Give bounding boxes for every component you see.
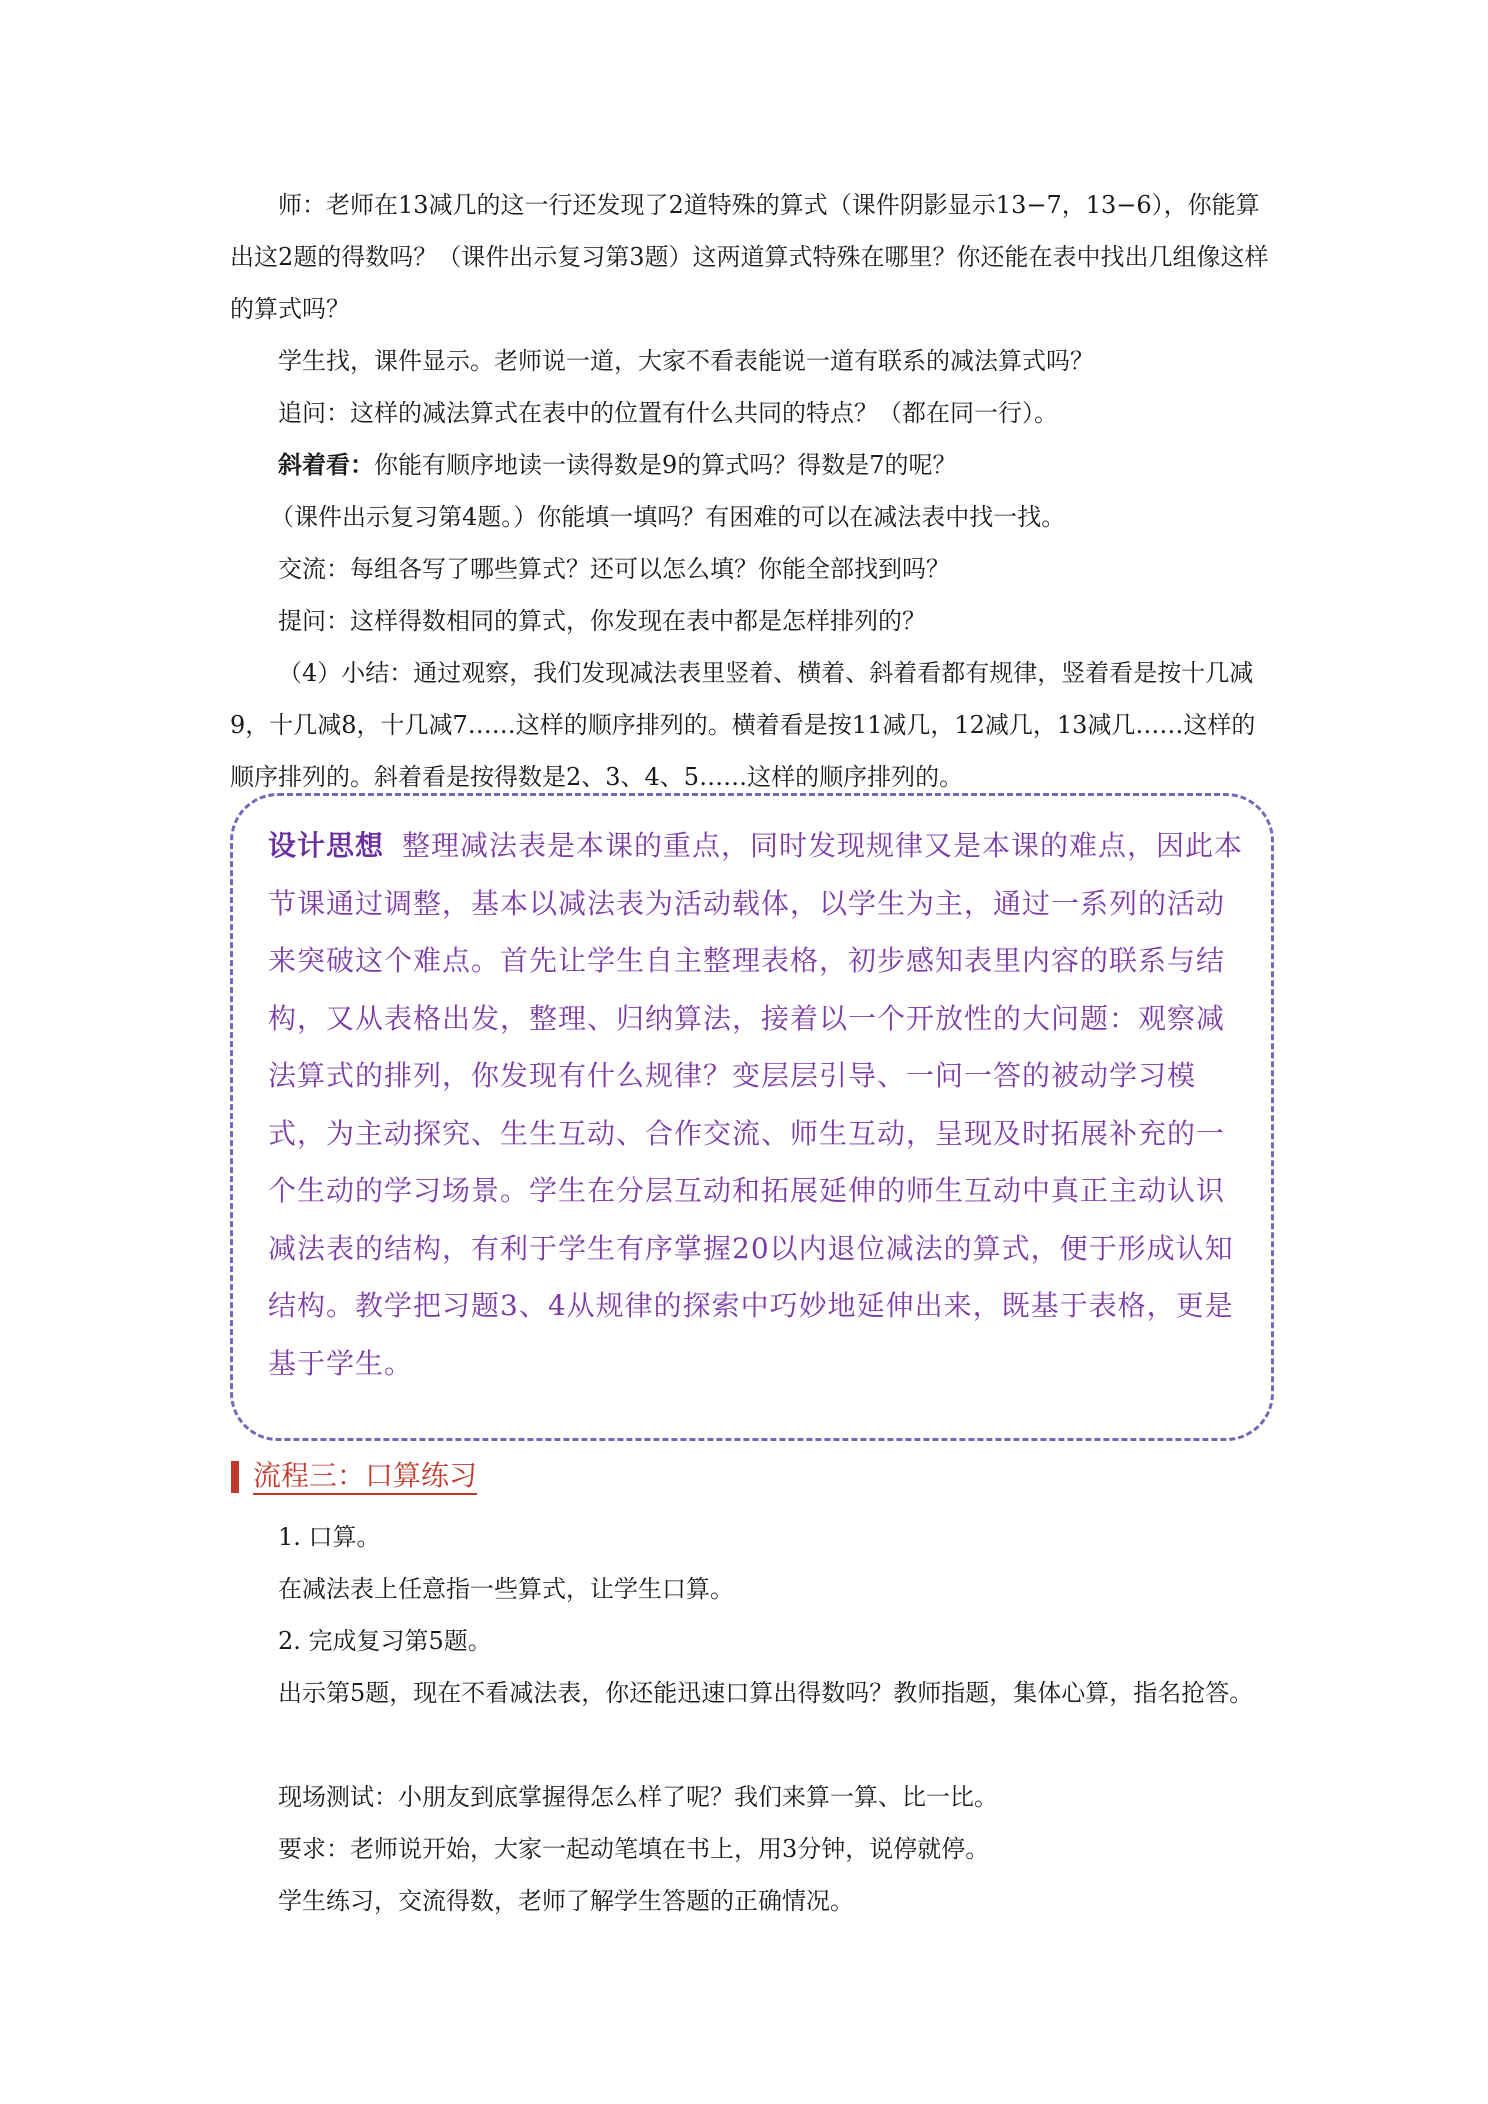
paragraph-show-5: 出示第5题，现在不看减法表，你还能迅速口算出得数吗？教师指题，集体心算，指名抢答。 bbox=[278, 1679, 1254, 1707]
section-heading-text: 流程三：口算练习 bbox=[253, 1460, 477, 1495]
paragraph-exercise-4: （课件出示复习第4题。）你能填一填吗？有困难的可以在减法表中找一找。 bbox=[270, 503, 1066, 531]
paragraph-live-test: 现场测试：小朋友到底掌握得怎么样了呢？我们来算一算、比一比。 bbox=[278, 1783, 998, 1811]
diagonal-label: 斜着看： bbox=[278, 450, 374, 479]
paragraph-summary: （4）小结：通过观察，我们发现减法表里竖着、横着、斜着看都有规律，竖着看是按十几减9，十几减8，十几减7……这样的顺序排列的。横着看是按11减几，12减几，13减几……这样的顺序排列的。斜着看是按得数是2、3、4、5……这样的顺序排列的。 bbox=[230, 659, 1256, 791]
paragraph-exchange: 交流：每组各写了哪些算式？还可以怎么填？你能全部找到吗？ bbox=[278, 555, 950, 583]
paragraph-point-formulas: 在减法表上任意指一些算式，让学生口算。 bbox=[278, 1575, 734, 1603]
heading-bar bbox=[231, 1461, 239, 1493]
paragraph-requirement: 要求：老师说开始，大家一起动笔填在书上，用3分钟，说停就停。 bbox=[278, 1835, 990, 1863]
paragraph-question: 提问：这样得数相同的算式，你发现在表中都是怎样排列的？ bbox=[278, 607, 926, 635]
paragraph-student-find: 学生找，课件显示。老师说一道，大家不看表能说一道有联系的减法算式吗？ bbox=[278, 347, 1094, 375]
paragraph-teacher-13: 师：老师在13减几的这一行还发现了2道特殊的算式（课件阴影显示13−7，13−6），你能算出这2题的得数吗？（课件出示复习第3题）这两道算式特殊在哪里？你还能在表中找出几组像这样的算式吗？ bbox=[230, 191, 1269, 323]
paragraph-follow-up: 追问：这样的减法算式在表中的位置有什么共同的特点？（都在同一行）。 bbox=[278, 399, 1058, 427]
design-idea-body: 整理减法表是本课的重点，同时发现规律又是本课的难点，因此本节课通过调整，基本以减法表为活动载体，以学生为主，通过一系列的活动来突破这个难点。首先让学生自主整理表格，初步感知表里内容的联系与结构，又从表格出发，整理、归纳算法，接着以一个开放性的大问题：观察减法算式的排列，你发现有什么规律？变层层引导、一问一答的被动学习模式，为主动探究、生生互动、合作交流、师生互动，呈现及时拓展补充的一个生动的学习场景。学生在分层互动和拓展延伸的师生互动中真正主动认识减法表的结构，有利于学生有序掌握20以内退位减法的算式，便于形成认知结构。教学把习题3、4从规律的探索中巧妙地延伸出来，既基于表格，更是基于学生。 bbox=[268, 829, 1244, 1380]
design-idea-text bbox=[268, 817, 1248, 1392]
section-heading bbox=[231, 1460, 477, 1494]
paragraph-oral-calc: 1. 口算。 bbox=[278, 1523, 381, 1551]
paragraph-complete-5: 2. 完成复习第5题。 bbox=[278, 1627, 492, 1655]
design-idea-label: 设计思想 bbox=[268, 829, 385, 862]
diagonal-text: 你能有顺序地读一读得数是9的算式吗？得数是7的呢？ bbox=[374, 451, 957, 479]
paragraph-practice: 学生练习，交流得数，老师了解学生答题的正确情况。 bbox=[278, 1887, 854, 1915]
paragraph-diagonal bbox=[230, 439, 1270, 491]
